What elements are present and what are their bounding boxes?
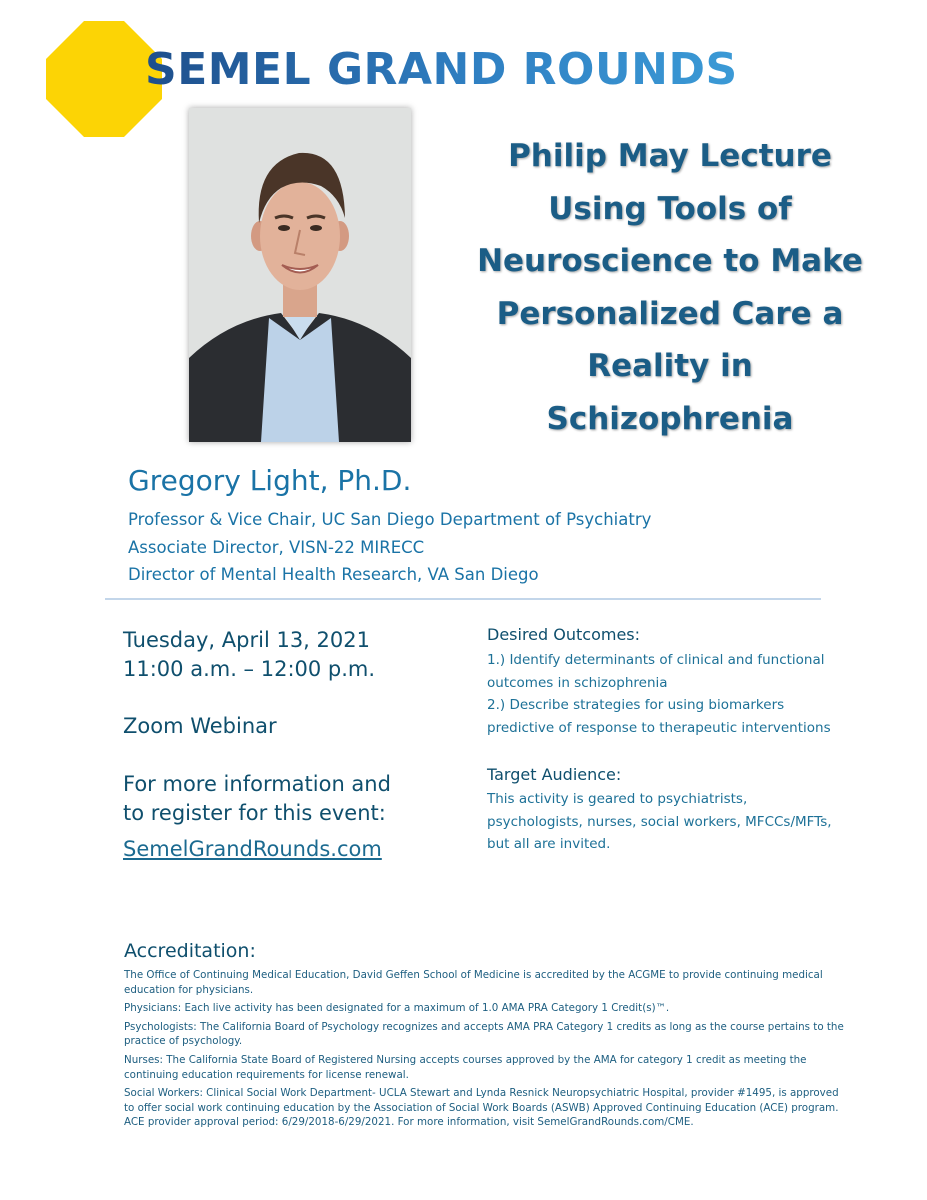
accreditation-paragraph: Social Workers: Clinical Social Work Department- UCLA Stewart and Lynda Resnick Neuropsychiatric Hospital, provider #1495, is approved to offer social work continuing education by the Association of Social Work Boards (ASWB) Approved Continuing Education (ACE) program. ACE provider approval period: 6/29/2018-6/29/2021. For more information, visit SemelGrandRounds.com/CME. (124, 1087, 839, 1129)
event-time: 11:00 a.m. – 12:00 p.m. (123, 657, 376, 681)
accreditation-paragraph: Psychologists: The California Board of Psychology recognizes and accepts AMA PRA Category 1 credits as long as the course pertains to the practice of psychology. (124, 1020, 844, 1048)
lecture-title-line: Philip May Lecture (508, 138, 832, 174)
outcomes-list (487, 649, 847, 739)
accreditation-paragraph: Physicians: Each live activity has been designated for a maximum of 1.0 AMA PRA Category 1 Credit(s)™. (124, 1002, 670, 1015)
register-info-text: to register for this event: (123, 801, 386, 825)
outcomes-heading: Desired Outcomes: (487, 625, 641, 644)
speaker-roles (128, 506, 651, 589)
event-format: Zoom Webinar (123, 714, 277, 738)
audience-line: but all are invited. (487, 836, 611, 852)
lecture-title-line: Personalized Care a (496, 295, 844, 332)
lecture-title-line: Schizophrenia (546, 400, 794, 437)
audience-text (487, 788, 847, 856)
outcome-line: predictive of response to therapeutic interventions (487, 719, 831, 736)
audience-heading: Target Audience: (487, 765, 622, 784)
lecture-title-line: Neuroscience to Make (477, 243, 863, 279)
lecture-title-line: Reality in (587, 348, 753, 384)
lecture-title-line: Using Tools of (548, 190, 792, 227)
speaker-name: Gregory Light, Ph.D. (128, 464, 412, 497)
accreditation-paragraph: Nurses: The California State Board of Registered Nursing accepts courses approved by the AMA for category 1 credit as meeting the continuing education requirements for license renewal. (124, 1053, 807, 1081)
outcome-line: 2.) Describe strategies for using biomarkers (487, 697, 785, 713)
outcome-line: 1.) Identify determinants of clinical and functional (487, 652, 825, 668)
speaker-role: Associate Director, VISN-22 MIRECC (128, 537, 425, 557)
accreditation-heading: Accreditation: (124, 940, 256, 962)
speaker-photo (189, 108, 411, 442)
speaker-role: Professor & Vice Chair, UC San Diego Department of Psychiatry (128, 510, 652, 529)
accreditation-section (124, 940, 844, 1134)
audience-line: This activity is geared to psychiatrists, (487, 791, 748, 807)
outcome-line: outcomes in schizophrenia (487, 674, 668, 691)
speaker-portrait-illustration (189, 108, 411, 442)
speaker-role: Director of Mental Health Research, VA San Diego (128, 565, 539, 584)
section-divider (105, 598, 821, 600)
register-info-text: For more information and (123, 772, 391, 796)
audience-line: psychologists, nurses, social workers, MFCCs/MFTs, (487, 813, 832, 830)
page-title: SEMEL GRAND ROUNDS (145, 44, 738, 95)
accreditation-paragraph: The Office of Continuing Medical Education, David Geffen School of Medicine is accredited by the ACGME to provide continuing medical education for physicians. (124, 969, 823, 996)
website-link[interactable]: SemelGrandRounds.com (123, 837, 382, 861)
event-date: Tuesday, April 13, 2021 (123, 628, 370, 652)
lecture-title (470, 130, 870, 445)
